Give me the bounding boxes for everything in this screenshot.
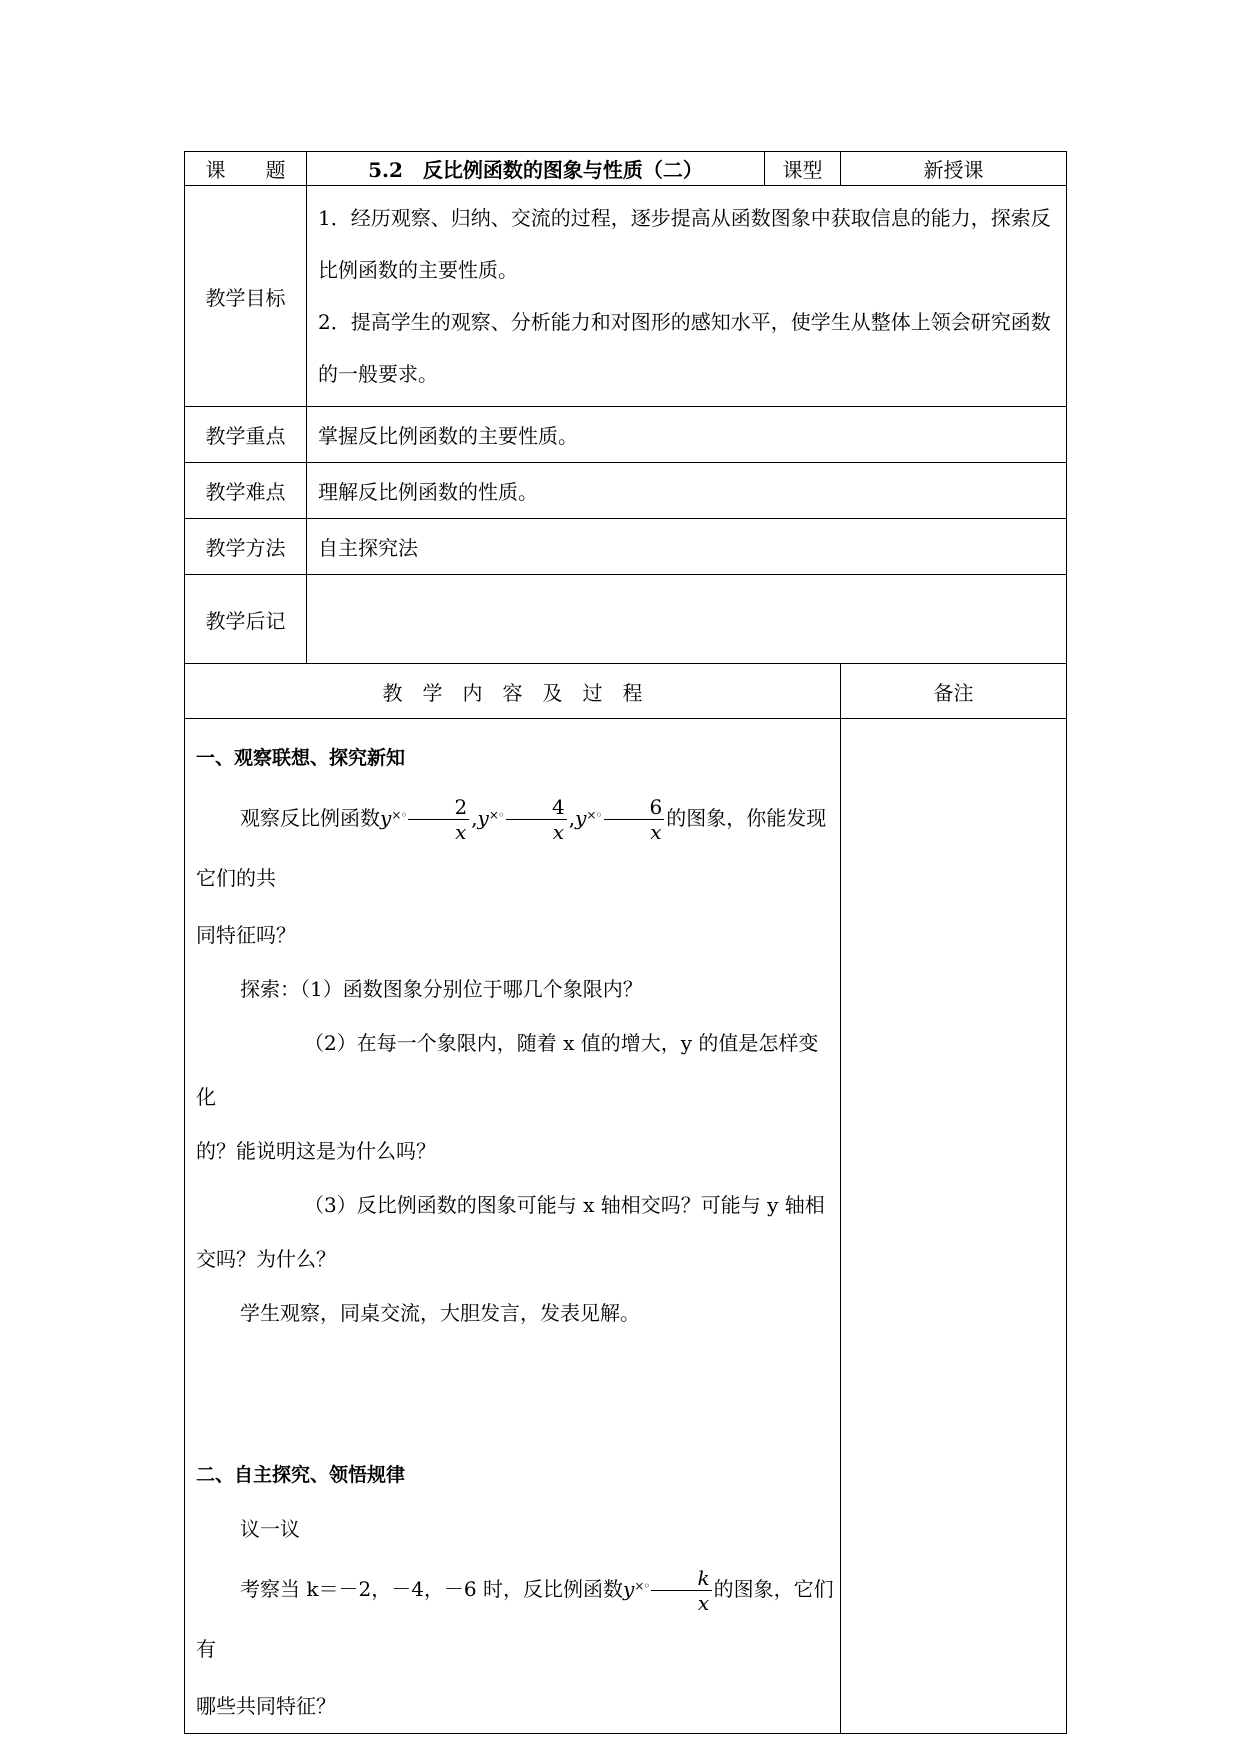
content-header-row bbox=[185, 664, 1067, 719]
notes-label: 教学后记 bbox=[185, 575, 307, 664]
content-header: 教 学 内 容 及 过 程 bbox=[185, 664, 841, 719]
notes-row bbox=[185, 575, 1067, 664]
comma: , bbox=[471, 806, 478, 830]
method-value: 自主探究法 bbox=[307, 519, 1067, 575]
question-3b: 交吗？为什么？ bbox=[196, 1247, 336, 1271]
lesson-type-value: 新授课 bbox=[841, 152, 1067, 186]
header-row bbox=[185, 152, 1067, 186]
question-2a: （2）在每一个象限内，随着 x 值的增大，y 的值是怎样变化 bbox=[196, 1031, 819, 1109]
intro-suffix: 的图象，你能发现它们的共 bbox=[196, 806, 827, 890]
discuss-label: 议一议 bbox=[240, 1517, 300, 1541]
section1-intro bbox=[196, 785, 834, 908]
text-suffix: 的图象，它们有 bbox=[196, 1577, 834, 1661]
blank-space bbox=[196, 1340, 834, 1448]
fraction-4-over-x bbox=[506, 795, 567, 844]
equals-glyph: ×◦ bbox=[488, 808, 504, 822]
fraction-numerator: k bbox=[651, 1566, 711, 1591]
lesson-topic: 5.2 反比例函数的图象与性质（二） bbox=[307, 152, 765, 186]
key-point-value: 掌握反比例函数的主要性质。 bbox=[307, 407, 1067, 463]
objectives-label: 教学目标 bbox=[185, 186, 307, 407]
remarks-cell bbox=[841, 719, 1067, 1734]
var-y: y bbox=[477, 806, 489, 830]
fraction-numerator: 2 bbox=[408, 795, 469, 820]
comma: , bbox=[568, 806, 576, 830]
question-1: 探索：（1）函数图象分别位于哪几个象限内？ bbox=[240, 977, 643, 1001]
lesson-type-label: 课型 bbox=[765, 152, 841, 186]
equals-glyph: ×◦ bbox=[586, 808, 602, 822]
equals-glyph: ×◦ bbox=[634, 1579, 650, 1593]
text-prefix: 考察当 k＝－2，－4，－6 时，反比例函数 bbox=[240, 1577, 624, 1601]
objectives-row bbox=[185, 186, 1067, 407]
fraction-denominator: x bbox=[650, 820, 662, 844]
fraction-numerator: 6 bbox=[604, 795, 665, 820]
difficulty-label: 教学难点 bbox=[185, 463, 307, 519]
section2-text-cont: 哪些共同特征？ bbox=[196, 1694, 336, 1718]
topic-label: 课 题 bbox=[185, 152, 307, 186]
section1-intro-cont: 同特征吗？ bbox=[196, 923, 296, 947]
question-2b: 的？能说明这是为什么吗？ bbox=[196, 1139, 436, 1163]
fraction-numerator: 4 bbox=[506, 795, 567, 820]
student-activity: 学生观察，同桌交流，大胆发言，发表见解。 bbox=[240, 1301, 640, 1325]
var-y: y bbox=[623, 1577, 635, 1601]
objectives-cell bbox=[307, 186, 1067, 407]
objective-2: 2．提高学生的观察、分析能力和对图形的感知水平，使学生从整体上领会研究函数的一般要求。 bbox=[318, 310, 1051, 386]
equals-glyph: ×◦ bbox=[391, 808, 407, 822]
fraction-2-over-x bbox=[408, 795, 469, 844]
key-point-row bbox=[185, 407, 1067, 463]
intro-prefix: 观察反比例函数 bbox=[240, 806, 380, 830]
lesson-plan-table bbox=[184, 151, 1067, 1734]
difficulty-value: 理解反比例函数的性质。 bbox=[307, 463, 1067, 519]
remarks-header: 备注 bbox=[841, 664, 1067, 719]
content-row bbox=[185, 719, 1067, 1734]
section2-heading: 二、自主探究、领悟规律 bbox=[196, 1464, 406, 1486]
difficulty-row bbox=[185, 463, 1067, 519]
method-label: 教学方法 bbox=[185, 519, 307, 575]
section1-heading: 一、观察联想、探究新知 bbox=[196, 747, 406, 769]
objective-1: 1．经历观察、归纳、交流的过程，逐步提高从函数图象中获取信息的能力，探索反比例函数的主要性质。 bbox=[318, 206, 1051, 282]
fraction-6-over-x bbox=[604, 795, 665, 844]
fraction-k-over-x bbox=[651, 1566, 711, 1615]
fraction-denominator: x bbox=[697, 1591, 710, 1615]
fraction-denominator: x bbox=[455, 820, 467, 844]
var-y: y bbox=[380, 806, 392, 830]
key-point-label: 教学重点 bbox=[185, 407, 307, 463]
content-cell bbox=[185, 719, 841, 1734]
question-3a: （3）反比例函数的图象可能与 x 轴相交吗？可能与 y 轴相 bbox=[304, 1193, 825, 1217]
fraction-denominator: x bbox=[552, 820, 564, 844]
method-row bbox=[185, 519, 1067, 575]
notes-value bbox=[307, 575, 1067, 664]
var-y: y bbox=[575, 806, 587, 830]
section2-text bbox=[196, 1556, 834, 1679]
